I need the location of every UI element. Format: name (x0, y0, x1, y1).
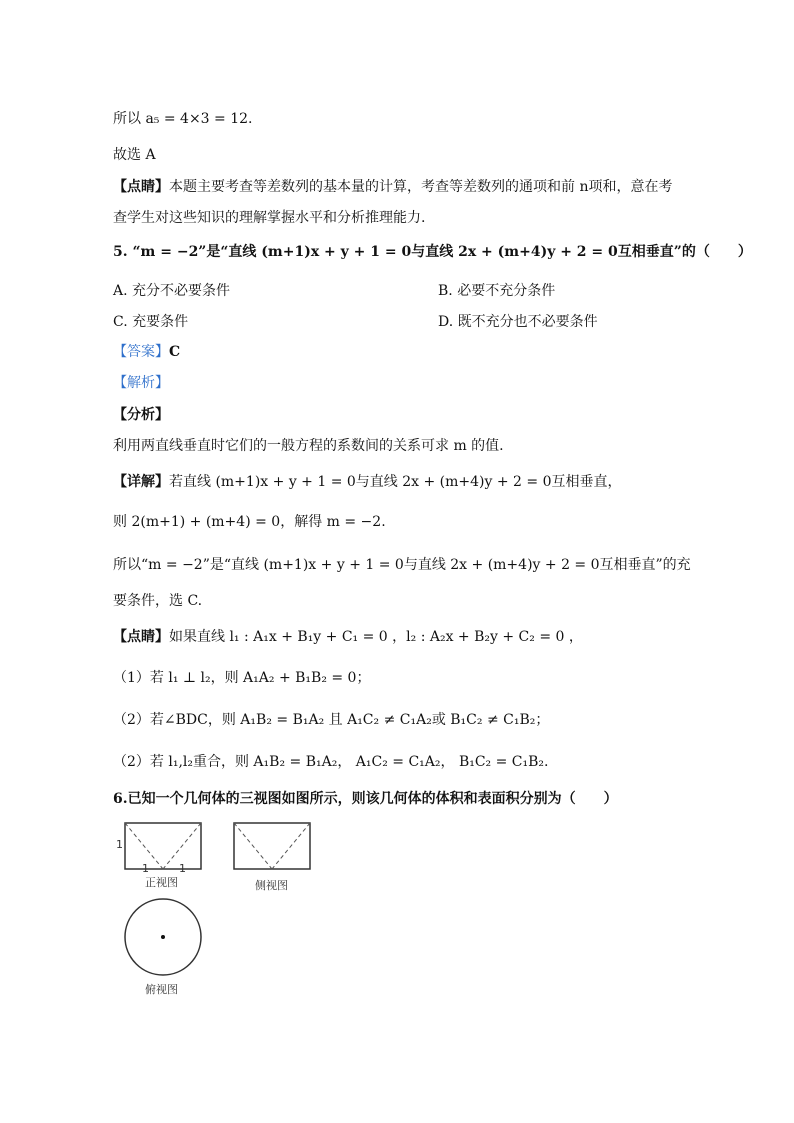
option-a: A. 充分不必要条件 (113, 283, 231, 299)
question-5: 5. “m = −2”是“直线 (m+1)x + y + 1 = 0与直线 2x + (m+4)y + 2 = 0互相垂直”的（ ） (113, 244, 752, 260)
dim-bottom-label-2: 1 (179, 862, 186, 875)
answer-value: C (169, 344, 181, 360)
three-view-figure (110, 815, 330, 1005)
case-3: （2）若 l₁,l₂重合，则 A₁B₂ = B₁A₂， A₁C₂ = C₁A₂， B₁C₂ = C₁B₂. (113, 754, 549, 770)
case-2: （2）若∠BDC，则 A₁B₂ = B₁A₂ 且 A₁C₂ ≠ C₁A₂或 B₁C₂ ≠ C₁B₂； (113, 712, 550, 728)
option-b: B. 必要不充分条件 (438, 283, 556, 299)
dim-bottom-label-1: 1 (142, 862, 149, 875)
fenxi-text: 利用两直线垂直时它们的一般方程的系数间的关系可求 m 的值. (113, 438, 504, 454)
remark-text: 本题主要考查等差数列的基本量的计算，考查等差数列的通项和前 n项和，意在考 (169, 179, 673, 195)
question-6: 6.已知一个几何体的三视图如图所示，则该几何体的体积和表面积分别为（ ） (113, 791, 618, 807)
dim-left-label: 1 (116, 838, 123, 851)
detail-tag: 【详解】 (113, 474, 169, 490)
line-a5: 所以 a₅ = 4×3 = 12. (113, 111, 253, 127)
option-c: C. 充要条件 (113, 314, 189, 330)
remark-tag: 【点睛】 (113, 179, 169, 195)
top-view (125, 899, 201, 975)
remark-2-text: 如果直线 l₁ : A₁x + B₁y + C₁ = 0 ，l₂ : A₂x + B₂y + C₂ = 0 ， (169, 629, 583, 645)
front-view (125, 823, 201, 869)
conclusion-line: 所以“m = −2”是“直线 (m+1)x + y + 1 = 0与直线 2x + (m+4)y + 2 = 0互相垂直”的充 (113, 557, 691, 573)
option-d: D. 既不充分也不必要条件 (438, 314, 598, 330)
analysis-tag: 【解析】 (113, 375, 169, 391)
remark-2-tag: 【点睛】 (113, 629, 169, 645)
side-view (234, 823, 310, 869)
case-1: （1）若 l₁ ⊥ l₂，则 A₁A₂ + B₁B₂ = 0； (113, 670, 371, 686)
answer-tag: 【答案】 (113, 344, 169, 360)
side-view-label: 侧视图 (255, 879, 288, 892)
front-view-label: 正视图 (145, 876, 178, 889)
line-answer-a: 故选 A (113, 147, 156, 163)
solve-line: 则 2(m+1) + (m+4) = 0，解得 m = −2. (113, 514, 386, 530)
top-view-label: 俯视图 (145, 983, 178, 996)
fenxi-tag: 【分析】 (113, 407, 169, 423)
detail-row (113, 473, 622, 491)
remark-1 (113, 178, 672, 196)
remark-1-cont: 查学生对这些知识的理解掌握水平和分析推理能力. (113, 210, 426, 226)
detail-text: 若直线 (m+1)x + y + 1 = 0与直线 2x + (m+4)y + 2 = 0互相垂直， (169, 474, 622, 490)
remark-2 (113, 628, 583, 646)
conclusion-cont: 要条件，选 C. (113, 593, 203, 609)
answer-row (113, 343, 180, 361)
